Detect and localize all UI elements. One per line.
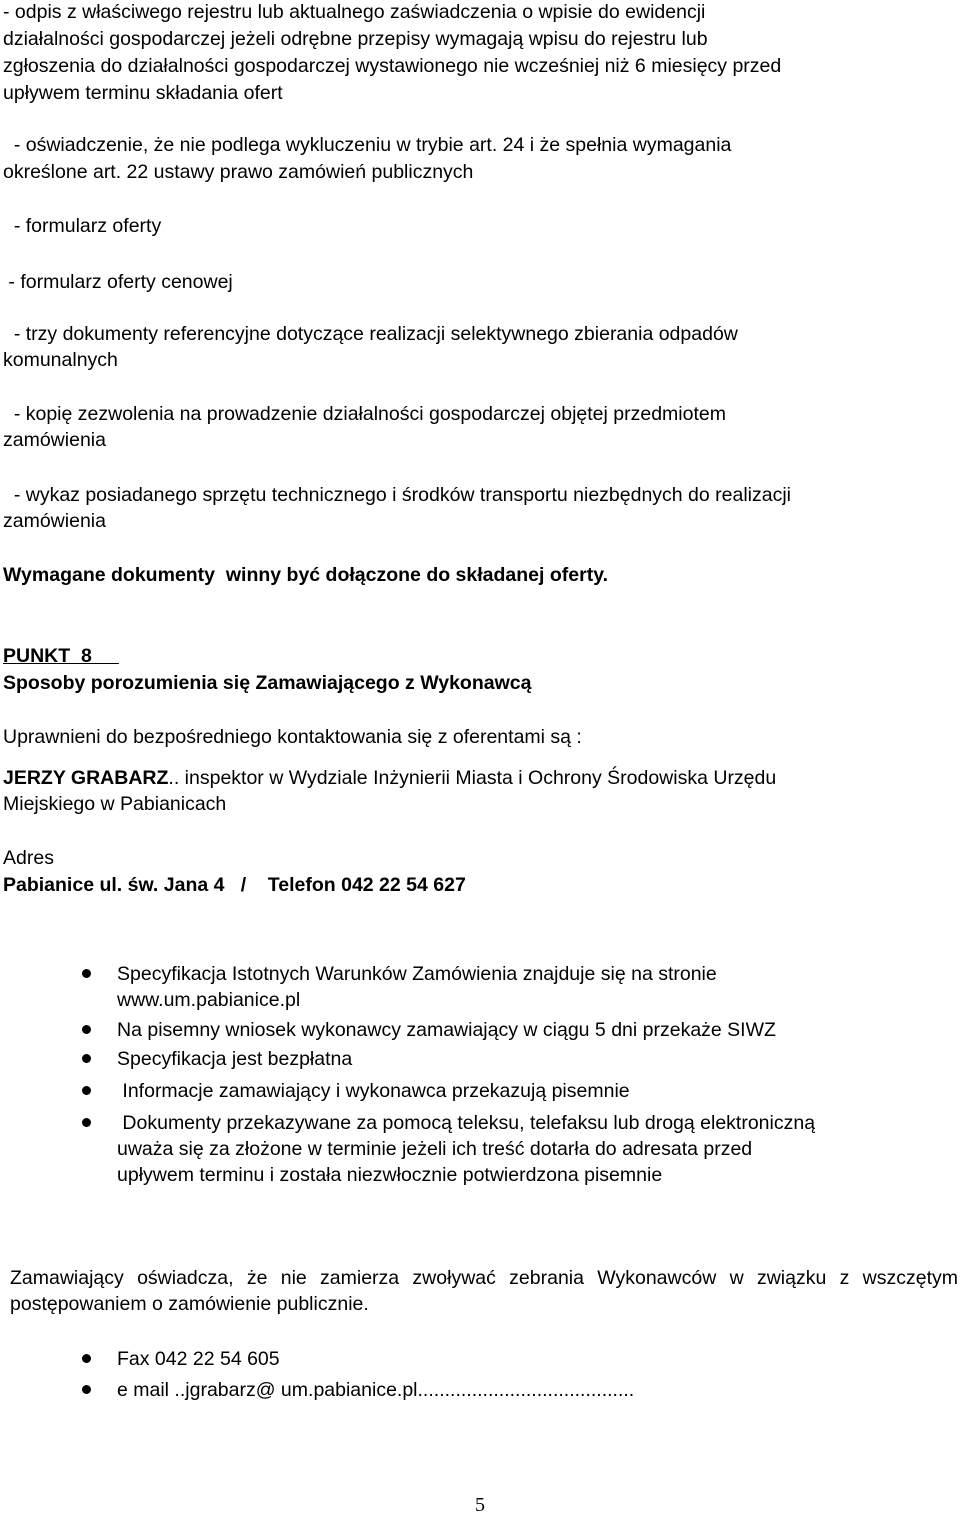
- bullet-icon: [82, 1025, 91, 1034]
- text-line: - trzy dokumenty referencyjne dotyczące realizacji selektywnego zbierania odpadów: [3, 323, 738, 345]
- list-item-text: Specyfikacja Istotnych Warunków Zamówienia znajduje się na stronie: [117, 963, 717, 985]
- text-line: - kopię zezwolenia na prowadzenie działalności gospodarczej objętej przedmiotem: [3, 403, 726, 425]
- list-item-text: Dokumenty przekazywane za pomocą teleksu, telefaksu lub drogą elektroniczną: [117, 1112, 816, 1134]
- list-item-text: www.um.pabianice.pl: [117, 989, 301, 1011]
- authorized-persons-text: Uprawnieni do bezpośredniego kontaktowania się z oferentami są :: [3, 726, 582, 748]
- page-number: 5: [475, 1494, 485, 1516]
- text-line: zgłoszenia do działalności gospodarczej wystawionego nie wcześniej niż 6 miesięcy przed: [3, 55, 782, 77]
- text-line: określone art. 22 ustawy prawo zamówień publicznych: [3, 161, 474, 183]
- price-form-item: - formularz oferty cenowej: [3, 271, 233, 293]
- address-value: Pabianice ul. św. Jana 4 / Telefon 042 22 54 627: [3, 874, 466, 896]
- text-line: zamówienia: [3, 510, 106, 532]
- address-label: Adres: [3, 847, 54, 869]
- text-line: komunalnych: [3, 349, 118, 371]
- bullet-icon: [82, 1054, 91, 1063]
- bullet-icon: [82, 1086, 91, 1095]
- text-line: zamówienia: [3, 429, 106, 451]
- text-line: - wykaz posiadanego sprzętu technicznego i środków transportu niezbędnych do realizacji: [3, 484, 792, 506]
- bullet-icon: [82, 1354, 91, 1363]
- required-documents-note: Wymagane dokumenty winny być dołączone do składanej oferty.: [3, 564, 609, 586]
- contact-name: JERZY GRABARZ: [3, 767, 169, 789]
- no-meeting-statement: Zamawiający oświadcza, że nie zamierza zwoływać zebrania Wykonawców w związku z wszczętym postępowaniem o zamówienie publicznie.: [10, 1267, 958, 1315]
- list-item-text: Specyfikacja jest bezpłatna: [117, 1048, 353, 1070]
- list-item-text: Informacje zamawiający i wykonawca przekazują pisemnie: [117, 1080, 630, 1102]
- section-heading: PUNKT 8: [3, 645, 119, 667]
- section-title: Sposoby porozumienia się Zamawiającego z Wykonawcą: [3, 672, 532, 694]
- fax-number: Fax 042 22 54 605: [117, 1348, 280, 1370]
- offer-form-item: - formularz oferty: [3, 215, 162, 237]
- email-address: e mail ..jgrabarz@ um.pabianice.pl........................................: [117, 1379, 635, 1401]
- text-line: - odpis z właściwego rejestru lub aktualnego zaświadczenia o wpisie do ewidencji: [3, 1, 706, 23]
- text-line: - oświadczenie, że nie podlega wykluczeniu w trybie art. 24 i że spełnia wymagania: [3, 134, 732, 156]
- contact-role-continuation: Miejskiego w Pabianicach: [3, 793, 227, 815]
- text-line: upływem terminu składania ofert: [3, 82, 283, 104]
- list-item-text: upływem terminu i została niezwłocznie potwierdzona pisemnie: [117, 1164, 663, 1186]
- contact-role: .. inspektor w Wydziale Inżynierii Miasta i Ochrony Środowiska Urzędu: [168, 767, 777, 789]
- bullet-icon: [82, 1385, 91, 1394]
- bullet-icon: [82, 969, 91, 978]
- list-item-text: uważa się za złożone w terminie jeżeli ich treść dotarła do adresata przed: [117, 1138, 753, 1160]
- contact-person-line: [3, 766, 776, 790]
- text-line: działalności gospodarczej jeżeli odrębne przepisy wymagają wpisu do rejestru lub: [3, 28, 708, 50]
- list-item-text: Na pisemny wniosek wykonawcy zamawiający w ciągu 5 dni przekaże SIWZ: [117, 1019, 776, 1041]
- bullet-icon: [82, 1118, 91, 1127]
